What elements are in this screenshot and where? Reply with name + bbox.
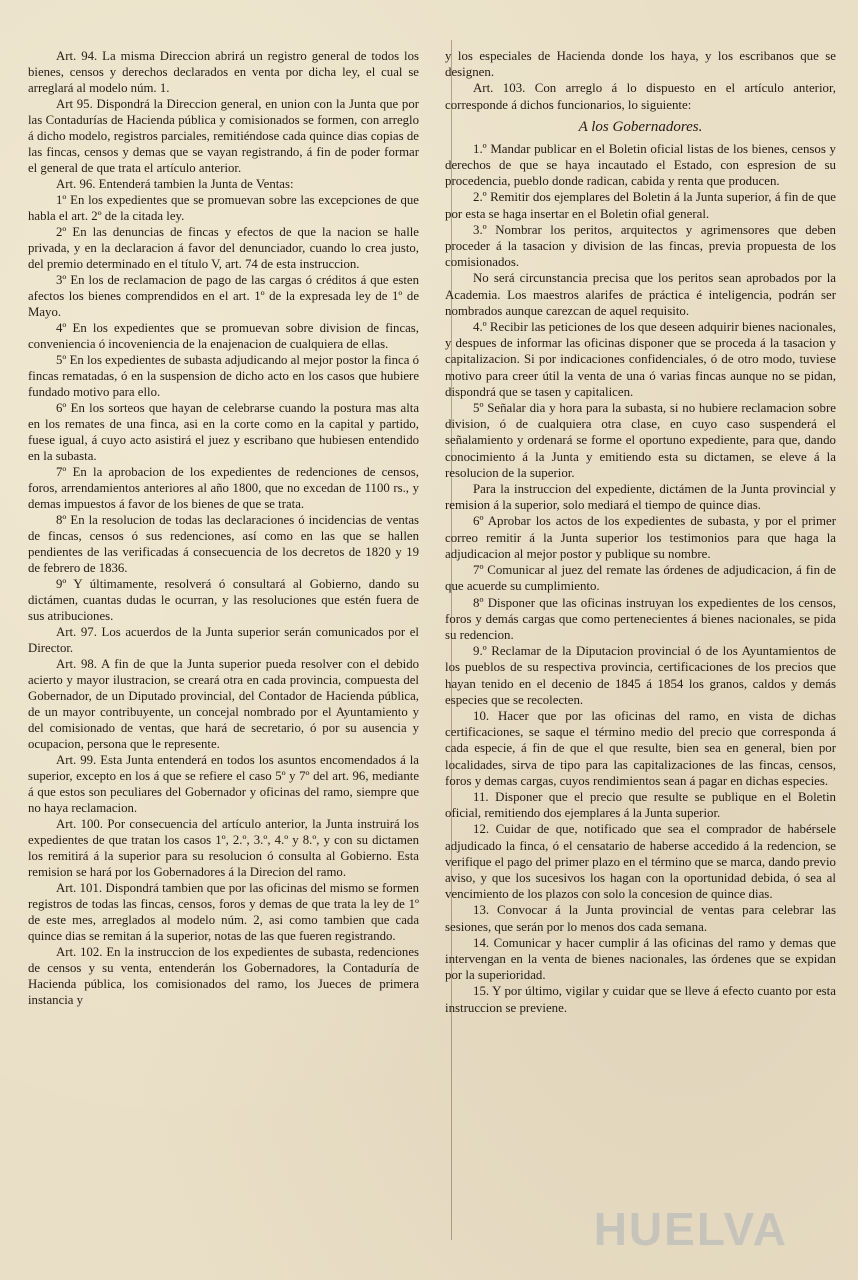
left-paragraph: 6º En los sorteos que hayan de celebrarse cuando la postura mas alta en los remates de una finca, asi en la corte como en la capital y partido, fuese igual, á cuyo acto asistirá el juez y escribano que hubiesen entendido en la subasta. <box>28 401 419 463</box>
left-paragraph: 7º En la aprobacion de los expedientes de redenciones de censos, foros, arrendamientos anteriores al año 1800, que no excedan de 1100 rs., y demas impuestos á favor de los bienes de que se trata. <box>28 465 419 511</box>
left-paragraph: Art. 96. Entenderá tambien la Junta de Ventas: <box>56 177 294 191</box>
right-paragraph: 5º Señalar dia y hora para la subasta, si no hubiere reclamacion sobre division, ó de cualquiera otra clase, en cuyo caso suspenderá el señalamiento y ordenará se forme el oportuno expediente, para que, dando conocimiento á la Junta y emitiendo esta su dictamen, se eleve á la resolucion de la superior. <box>445 401 836 480</box>
right-paragraph: 11. Disponer que el precio que resulte se publique en el Boletin oficial, remitiendo dos ejemplares á la Junta superior. <box>445 789 836 821</box>
right-paragraph: 14. Comunicar y hacer cumplir á las oficinas del ramo y demas que intervengan en la venta de bienes nacionales, las órdenes que se expidan por la superioridad. <box>445 935 836 983</box>
left-paragraph: 4º En los expedientes que se promuevan sobre division de fincas, conveniencia ó incoveniencia de la enajenacion de cualquiera de ellas. <box>28 321 419 351</box>
right-paragraph: 10. Hacer que por las oficinas del ramo, en vista de dichas certificaciones, se saque el término medio del precio que corresponda á cada especie, á fin de que el que resulte, bien sea en general, bien por localidades, sirva de tipo para las capitalizaciones de las fincas, censos, foros y demas cargas, cuyos rendimientos sean á pagar en dichas especies. <box>445 708 836 788</box>
right-lead-paragraph: Art. 103. Con arreglo á lo dispuesto en el artículo anterior, corresponde á dichos funcionarios, lo siguiente: <box>445 81 836 112</box>
right-paragraph: 6º Aprobar los actos de los expedientes de subasta, y por el primer correo remitir á la Junta superior los testimonios para que haga la adjudicacion al mejor postor y publique su nombre. <box>445 514 836 561</box>
left-paragraph: Art. 102. En la instruccion de los expedientes de subasta, redenciones de censos y su venta, entenderán los Gobernadores, la Contaduría de Hacienda pública, los comisionados del ramo, los Jueces de primera instancia y <box>28 945 419 1007</box>
left-column <box>28 48 419 1260</box>
left-paragraph: Art. 97. Los acuerdos de la Junta superior serán comunicados por el Director. <box>28 625 419 655</box>
right-lead-paragraph: y los especiales de Hacienda donde los haya, y los escribanos que se designen. <box>445 49 836 80</box>
left-paragraph: 3º En los de reclamacion de pago de las cargas ó créditos á que esten afectos los bienes comprendidos en el art. 1º de la expresada ley de 1º de Mayo. <box>28 273 419 319</box>
right-paragraph: 4.º Recibir las peticiones de los que deseen adquirir bienes nacionales, y despues de informar las oficinas disponer que se proceda á la tasacion y capitalizacion. Si por indicaciones confidenciales, ó de otro modo, tuviese motivo para creer útil la venta de una ó varias fincas aunque no se pidan, dispondrá que se tasen y capitalicen. <box>445 320 836 399</box>
archive-watermark: HUELVA <box>593 1203 788 1255</box>
left-paragraph: 9º Y últimamente, resolverá ó consultará al Gobierno, dando su dictámen, cuantas dudas le ocurran, y las resoluciones que estén fuera de sus atribuciones. <box>28 577 419 623</box>
right-paragraph: No será circunstancia precisa que los peritos sean aprobados por la Academia. Los maestros alarifes de práctica é inteligencia, podrán ser nombrados aunque carezcan de aquel requisito. <box>445 271 836 318</box>
left-paragraph: Art. 99. Esta Junta entenderá en todos los asuntos encomendados á la superior, excepto en los á que se refiere el caso 5º y 7º del art. 96, mediante á que estos son peculiares del Gobernador y oficinas del ramo, siempre que no haya reclamacion. <box>28 753 419 815</box>
right-paragraph: 12. Cuidar de que, notificado que sea el comprador de habérsele adjudicado la finca, ó el censatario de haberse accedido á la redencion, se verifique el pago del primer plazo en el término que se marca, dando previo aviso, y que los sucesivos los hagan con la oportunidad debida, ó sea al vencimiento de los plazos con solo la concesion de quince dias. <box>445 822 836 902</box>
left-paragraph: Art. 100. Por consecuencia del artículo anterior, la Junta instruirá los expedientes de que tratan los casos 1º, 2.º, 3.º, 4.º y 8.º, y con su dictamen los remitirá á la superior para su resolucion ó consulta al Gobierno. Esta remision se hará por los Gobernadores á la Direcion del ramo. <box>28 817 419 879</box>
right-paragraph: Para la instruccion del expediente, dictámen de la Junta provincial y remision á la superior, solo mediará el tiempo de quince dias. <box>445 482 836 513</box>
left-paragraph: 8º En la resolucion de todas las declaraciones ó incidencias de ventas de fincas, censos ó sus redenciones, así como en las que se hallen pendientes de las verificadas á consecuencia de los decretos de 1820 y 19 de febrero de 1836. <box>28 513 419 575</box>
right-paragraph: 2.º Remitir dos ejemplares del Boletin á la Junta superior, á fin de que por esta se haga insertar en el Boletin ofial general. <box>445 190 836 221</box>
text-columns <box>28 48 836 1260</box>
right-column <box>445 48 836 1260</box>
left-paragraph: Art 95. Dispondrá la Direccion general, en union con la Junta que por las Contadurías de Hacienda pública y comisionados se formen, con arreglo á dicho modelo, registros parciales, remitiéndose cada quince dias copias de las fincas, censos y demas que se vayan registrando, á fin de poder formar el general de que trata el artículo anterior. <box>28 97 419 175</box>
left-paragraph: 1º En los expedientes que se promuevan sobre las excepciones de que habla el art. 2º de la citada ley. <box>28 193 419 223</box>
left-paragraph: 2º En las denuncias de fincas y efectos de que la nacion se halle privada, y en la declaracion á favor del denunciador, cuando lo crea justo, del premio determinado en el título V, art. 74 de esta instruccion. <box>28 225 419 271</box>
column-divider <box>451 40 452 1240</box>
right-column-lead <box>445 48 836 113</box>
left-paragraph: Art. 101. Dispondrá tambien que por las oficinas del mismo se formen registros de todas las fincas, censos, foros y demas de que trata la ley de 1º de este mes, arreglados al modelo núm. 2, asi como tambien que cada quince dias se remitan á la superior, notas de las que fueren registrando. <box>28 881 419 943</box>
right-column-body <box>445 141 836 1016</box>
right-paragraph: 8º Disponer que las oficinas instruyan los expedientes de los censos, foros y demás cargas que como pertenecientes á bienes nacionales, se pida su redencion. <box>445 595 836 642</box>
left-paragraph: Art. 94. La misma Direccion abrirá un registro general de todos los bienes, censos y derechos declarados en venta por dicha ley, el cual se arreglará al modelo núm. 1. <box>28 49 419 95</box>
right-paragraph: 1.º Mandar publicar en el Boletin oficial listas de los bienes, censos y derechos de que se haya incautado el Estado, con espresion de su procedencia, pueblo donde radican, cabida y renta que producen. <box>445 141 836 189</box>
right-paragraph: 13. Convocar á la Junta provincial de ventas para celebrar las sesiones, que serán por lo menos dos cada semana. <box>445 903 836 934</box>
section-heading-gobernadores: A los Gobernadores. <box>578 118 703 135</box>
right-paragraph: 9.º Reclamar de la Diputacion provincial ó de los Ayuntamientos de los pueblos de su respectiva provincia, certificaciones de los precios que hayan tenido en el decenio de 1845 á 1854 los granos, caldos y demás especies que se recolecten. <box>445 644 836 707</box>
right-paragraph: 7º Comunicar al juez del remate las órdenes de adjudicacion, á fin de que acuerde su cumplimiento. <box>445 563 836 594</box>
left-paragraph: 5º En los expedientes de subasta adjudicando al mejor postor la finca ó fincas rematadas, ó en la suspension de dicho acto en los casos que hubiere fundado motivo para ello. <box>28 353 419 399</box>
right-paragraph: 3.º Nombrar los peritos, arquitectos y agrimensores que deben proceder á la tasacion y division de las fincas, previa propuesta de los comisionados. <box>445 222 836 270</box>
right-paragraph: 15. Y por último, vigilar y cuidar que se lleve á efecto cuanto por esta instruccion se previene. <box>445 984 836 1015</box>
left-paragraph: Art. 98. A fin de que la Junta superior pueda resolver con el debido acierto y mayor ilustracion, se creará otra en cada provincia, compuesta del Gobernador, de un Diputado provincial, del Contador de Hacienda pública, de un mayor contribuyente, un concejal nombrado por el Ayuntamiento y del comisionado de ventas, que hará de secretario, ó por su ausencia y ocupacion, persona que le represente. <box>28 657 419 751</box>
